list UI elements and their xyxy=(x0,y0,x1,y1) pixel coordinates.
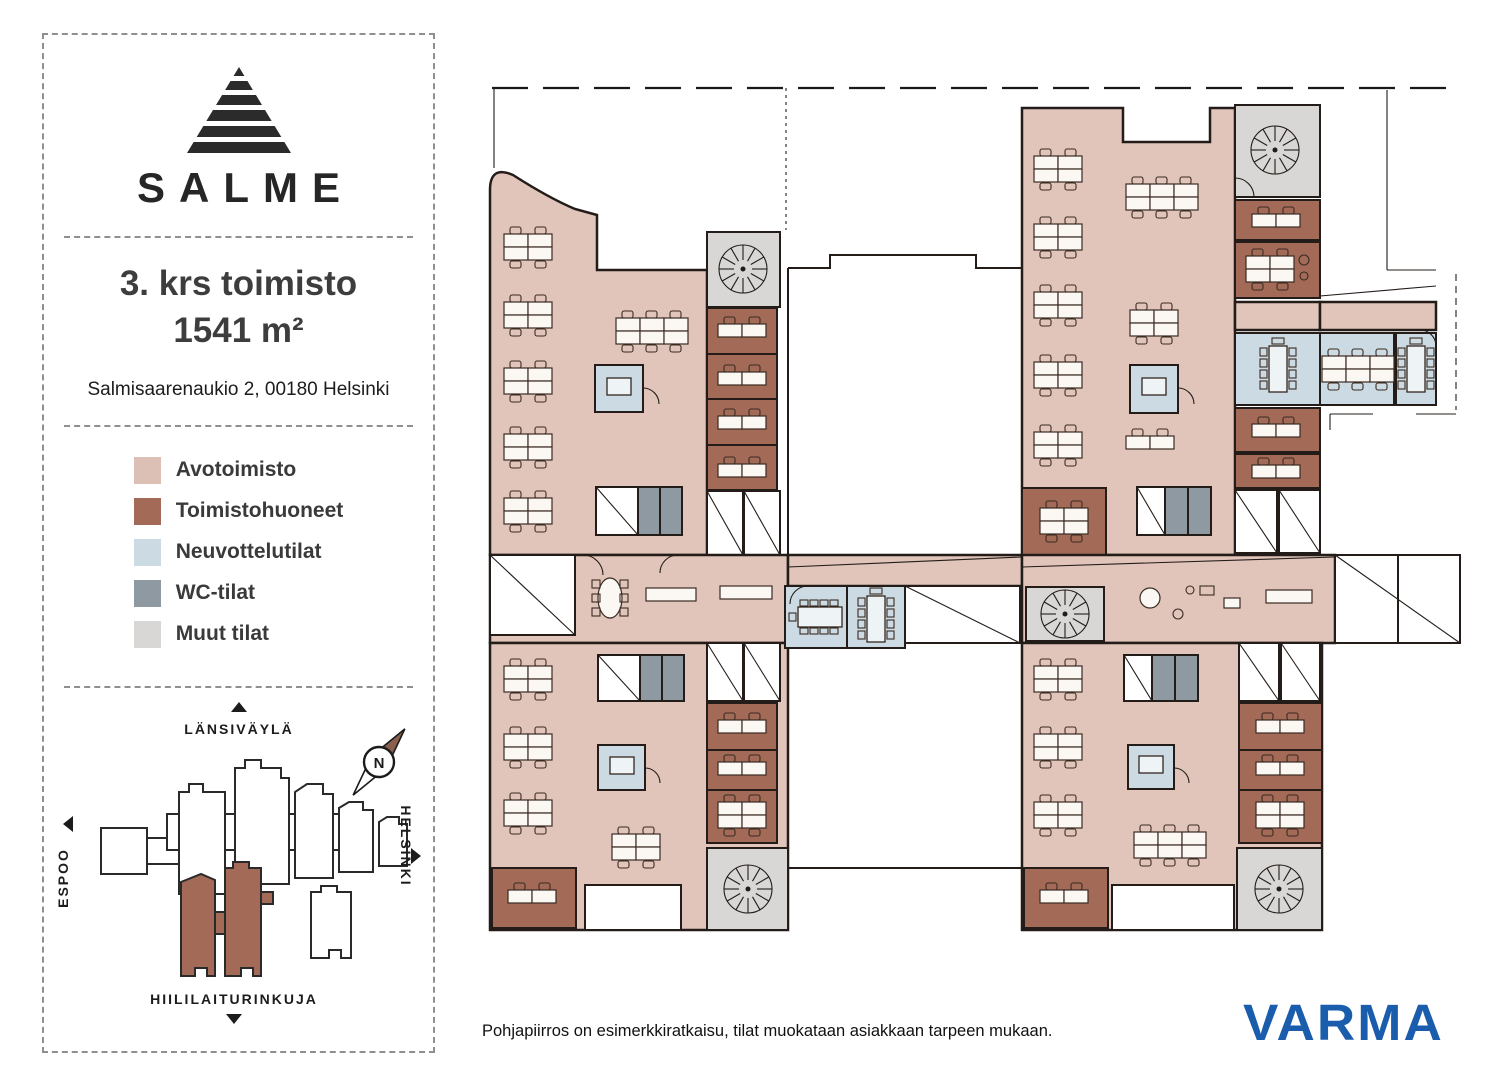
right-extension xyxy=(1320,286,1436,405)
legend-label: WC-tilat xyxy=(175,581,256,604)
divider xyxy=(64,236,413,238)
floor-title-line1: 3. krs toimisto xyxy=(119,264,358,303)
floor-title-line2: 1541 m² xyxy=(173,311,304,351)
arrow-left-icon xyxy=(63,816,73,832)
legend-swatch xyxy=(134,498,161,525)
north-compass-icon xyxy=(347,724,410,799)
legend-label: Avotoimisto xyxy=(175,458,297,481)
right-tower-lower xyxy=(1022,643,1322,930)
address: Salmisaarenaukio 2, 00180 Helsinki xyxy=(87,378,390,400)
legend-item-toimistohuoneet xyxy=(134,498,344,525)
divider xyxy=(64,425,413,427)
divider xyxy=(64,686,413,688)
legend-item-muut-tilat xyxy=(134,621,344,648)
central-link xyxy=(785,255,1022,868)
left-tower-upper xyxy=(490,172,780,555)
right-tower-upper xyxy=(1022,105,1320,555)
left-tower-lower xyxy=(490,643,788,930)
legend-swatch xyxy=(134,457,161,484)
floor-plan xyxy=(478,78,1468,938)
arrow-up-icon xyxy=(231,702,247,712)
info-panel xyxy=(42,33,435,1053)
legend-item-wc-tilat xyxy=(134,580,344,607)
legend xyxy=(134,457,344,662)
map-label-left: ESPOO xyxy=(54,847,71,908)
legend-label: Muut tilat xyxy=(175,622,269,645)
map-label-top: LÄNSIVÄYLÄ xyxy=(183,720,294,737)
legend-swatch xyxy=(134,580,161,607)
legend-swatch xyxy=(134,621,161,648)
site-map xyxy=(44,696,433,1031)
salme-logo-icon xyxy=(44,67,433,158)
legend-label: Toimistohuoneet xyxy=(175,499,344,522)
legend-item-neuvottelutilat xyxy=(134,539,344,566)
highlighted-building xyxy=(181,862,273,976)
varma-logo: VARMA xyxy=(1243,994,1444,1051)
map-label-right: HELSINKI xyxy=(397,804,414,887)
building-name: SALME xyxy=(137,164,354,211)
arrow-down-icon xyxy=(226,1014,242,1024)
legend-label: Neuvottelutilat xyxy=(175,540,322,563)
map-label-bottom: HIILILAITURINKUJA xyxy=(149,990,318,1007)
footer-note: Pohjapiirros on esimerkkiratkaisu, tilat muokataan asiakkaan tarpeen mukaan. xyxy=(482,1022,1053,1040)
corridor-left xyxy=(490,555,788,643)
legend-item-avotoimisto xyxy=(134,457,344,484)
legend-swatch xyxy=(134,539,161,566)
compass-n: N xyxy=(373,754,384,772)
corridor-right xyxy=(1022,555,1460,643)
floor-title xyxy=(44,260,433,355)
